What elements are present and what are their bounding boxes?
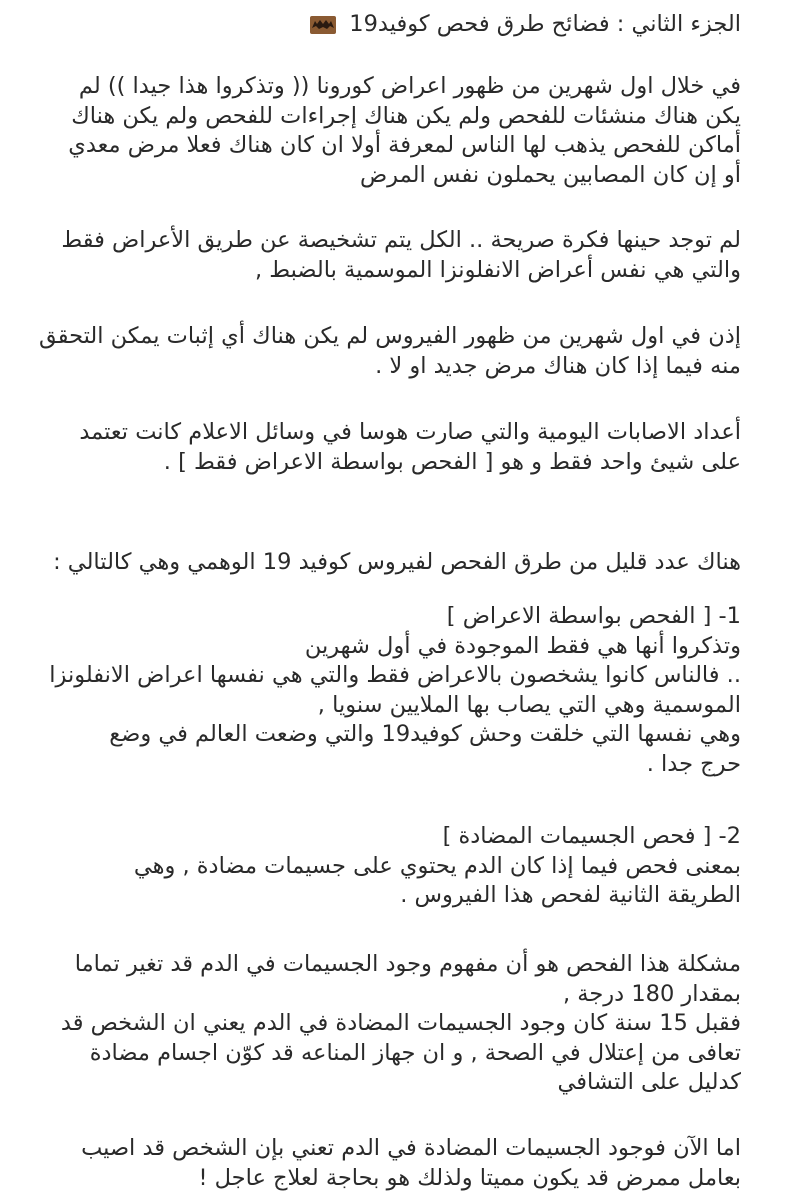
paragraph-method-2 (10, 822, 741, 911)
paragraph-line: تعافى من إعتلال في الصحة , و ان جهاز المناعه قد كوّن اجسام مضادة (89, 1039, 741, 1066)
paragraph-line: يكن هناك منشئات للفحص ولم يكن هناك إجراءات للفحص ولم يكن هناك (71, 102, 741, 129)
paragraph-symptoms (10, 226, 741, 285)
paragraph-line: بمقدار 180 درجة , (562, 980, 741, 1007)
paragraph-line: أماكن للفحص يذهب لها الناس لمعرفة أولا ان كان هناك فعلا مرض معدي (68, 132, 741, 158)
paragraph-line: في خلال اول شهرين من ظهور اعراض كورونا (( وتذكروا هذا جيدا )) لم (78, 73, 741, 99)
paragraph-line: بمعنى فحص فيما إذا كان الدم يحتوي على جسيمات مضادة , وهي (133, 852, 741, 879)
paragraph-line: الطريقة الثانية لفحص هذا الفيروس . (400, 882, 741, 908)
paragraph-line: فقبل 15 سنة كان وجود الجسيمات المضادة في الدم يعني ان الشخص قد (60, 1010, 741, 1036)
paragraph-methods-intro (10, 548, 741, 578)
bat-emoji-icon (310, 13, 336, 42)
paragraph-intro (10, 72, 741, 190)
paragraph-line: الموسمية وهي التي يصاب بها الملايين سنويا , (317, 691, 741, 718)
section-title (310, 10, 741, 42)
paragraph-line: .. فالناس كانوا يشخصون بالاعراض فقط والتي هي نفسها اعراض الانفلونزا (49, 662, 741, 688)
paragraph-line: لم توجد حينها فكرة صريحة .. الكل يتم تشخيصة عن طريق الأعراض فقط (61, 227, 741, 253)
paragraph-now (10, 1134, 741, 1193)
paragraph-line: إذن في اول شهرين من ظهور الفيروس لم يكن هناك أي إثبات يمكن التحقق (38, 323, 741, 349)
paragraph-line: على شيئ واحد فقط و هو [ الفحص بواسطة الاعراض فقط ] . (163, 448, 741, 475)
paragraph-line: منه فيما إذا كان هناك مرض جديد او لا . (375, 352, 741, 379)
paragraph-line: أو إن كان المصابين يحملون نفس المرض (359, 161, 741, 188)
paragraph-line: هناك عدد قليل من طرق الفحص لفيروس كوفيد 19 الوهمي وهي كالتالي : (53, 549, 741, 575)
paragraph-line: بعامل ممرض قد يكون مميتا ولذلك هو بحاجة لعلاج عاجل ! (198, 1164, 741, 1191)
method-heading: 2- [ فحص الجسيمات المضادة ] (442, 823, 741, 849)
paragraph-daily-cases (10, 418, 741, 477)
paragraph-no-proof (10, 322, 741, 381)
paragraph-line: مشكلة هذا الفحص هو أن مفهوم وجود الجسيمات في الدم قد تغير تماما (74, 951, 741, 977)
paragraph-method-1 (10, 602, 741, 779)
paragraph-antibody-problem (10, 950, 741, 1098)
paragraph-line: وتذكروا أنها هي فقط الموجودة في أول شهرين (304, 632, 741, 659)
paragraph-line: وهي نفسها التي خلقت وحش كوفيد19 والتي وضعت العالم في وضع (109, 721, 741, 747)
paragraph-line: اما الآن فوجود الجسيمات المضادة في الدم تعني بإن الشخص قد اصيب (81, 1135, 741, 1161)
paragraph-line: والتي هي نفس أعراض الانفلونزا الموسمية بالضبط , (254, 256, 741, 283)
method-heading: 1- [ الفحص بواسطة الاعراض ] (446, 603, 741, 629)
paragraph-line: كدليل على التشافي (557, 1069, 741, 1095)
section-title-text: الجزء الثاني : فضائح طرق فحص كوفيد19 (349, 11, 741, 37)
paragraph-line: حرج جدا . (646, 750, 741, 777)
paragraph-line: أعداد الاصابات اليومية والتي صارت هوسا في وسائل الاعلام كانت تعتمد (79, 419, 741, 445)
